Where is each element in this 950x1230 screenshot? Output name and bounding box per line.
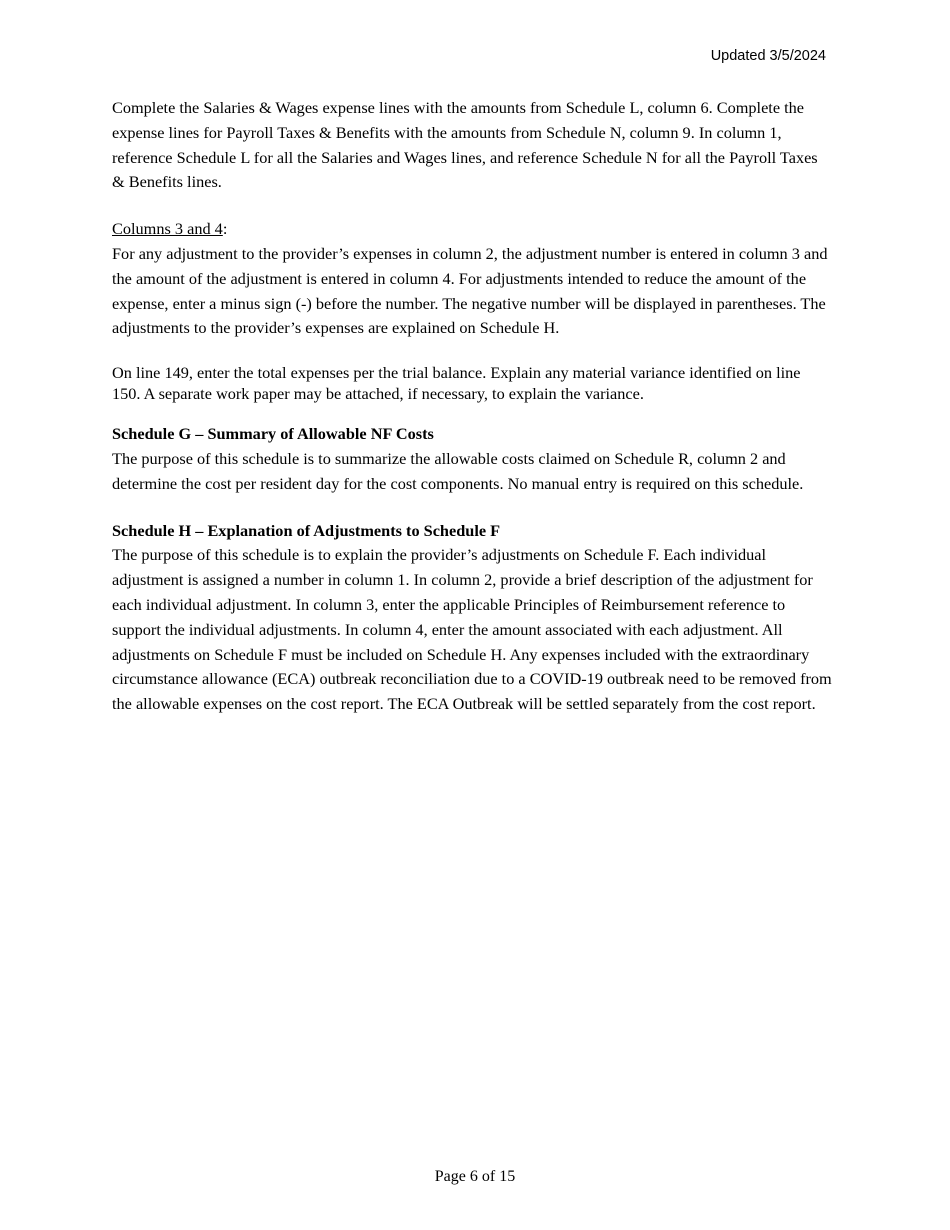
schedule-h-heading: Schedule H – Explanation of Adjustments to Schedule F xyxy=(112,520,501,540)
document-body xyxy=(112,96,832,717)
columns-subheading xyxy=(112,217,832,242)
schedule-h-paragraph: The purpose of this schedule is to explain the provider’s adjustments on Schedule F. Each individual adjustment is assigned a number in column 1. In column 2, provide a brief description of the adjustment for each individual adjustment. In column 3, enter the applicable Principles of Reimbursement reference to support the individual adjustments. In column 4, enter the amount associated with each adjustment. All adjustments on Schedule F must be included on Schedule H. Any expenses included with the extraordinary circumstance allowance (ECA) outbreak reconciliation due to a COVID-19 outbreak need to be removed from the allowable expenses on the cost report. The ECA Outbreak will be settled separately from the cost report. xyxy=(112,545,832,714)
schedule-g-paragraph: The purpose of this schedule is to summarize the allowable costs claimed on Schedule R, column 2 and determine the cost per resident day for the cost components. No manual entry is required on this schedule. xyxy=(112,448,804,493)
columns-subheading-colon: : xyxy=(222,219,228,239)
salaries-paragraph: Complete the Salaries & Wages expense lines with the amounts from Schedule L, column 6. Complete the expense lines for Payroll Taxes & Benefits with the amounts from Schedule N, column 9. In column 1, reference Schedule L for all the Salaries and Wages lines, and reference Schedule N for all the Payroll Taxes & Benefits lines. xyxy=(112,98,818,192)
schedule-g-heading: Schedule G – Summary of Allowable NF Costs xyxy=(112,424,434,444)
columns-subheading-text: Columns 3 and 4 xyxy=(112,219,223,239)
updated-date: Updated 3/5/2024 xyxy=(710,48,826,64)
line149-paragraph: On line 149, enter the total expenses per the trial balance. Explain any material variance identified on line 150. A separate work paper may be attached, if necessary, to explain the variance. xyxy=(112,363,801,403)
page-number: Page 6 of 15 xyxy=(434,1168,516,1185)
columns-paragraph: For any adjustment to the provider’s expenses in column 2, the adjustment number is entered in column 3 and the amount of the adjustment is entered in column 4. For adjustments intended to reduce the amount of the expense, enter a minus sign (-) before the number. The negative number will be displayed in parentheses. The adjustments to the provider’s expenses are explained on Schedule H. xyxy=(112,243,828,338)
